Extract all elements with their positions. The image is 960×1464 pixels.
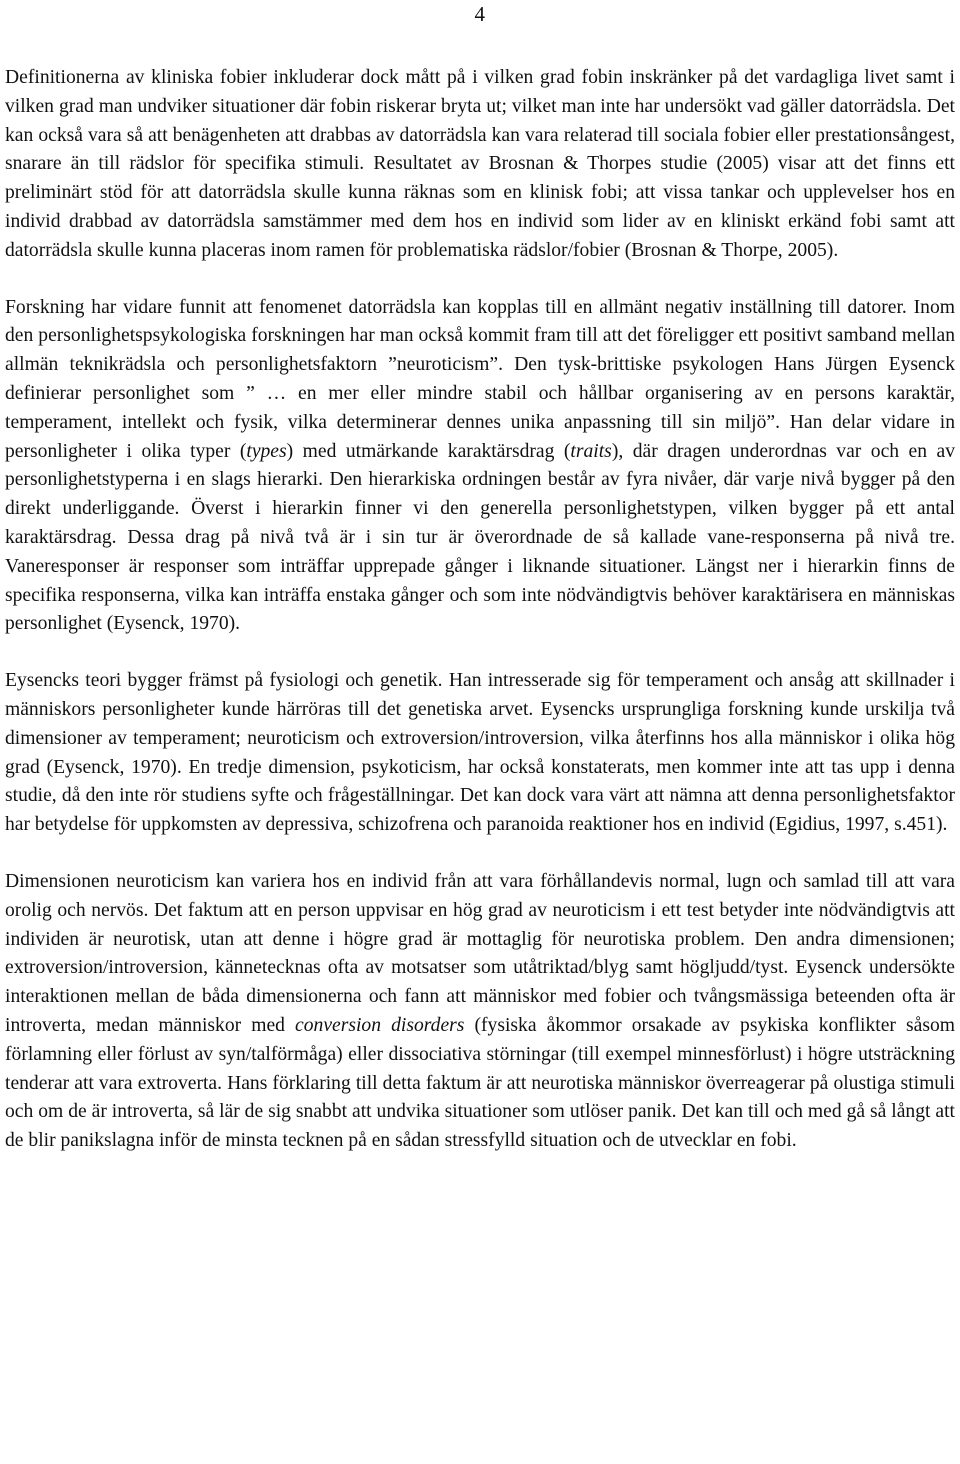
paragraph-text: Definitionerna av kliniska fobier inkluderar dock mått på i vilken grad fobin inskränker på det vardagliga livet samt i vilken grad man undviker situationer där fobin riskerar bryta ut; vilket man inte har undersökt vad gäller datorrädsla. Det kan också vara så att benägenheten att drabbas av datorrädsla kan vara relaterad till sociala fobier eller prestationsångest, snarare än till rädslor för specifika stimuli. Resultatet av Brosnan & Thorpes studie (2005) visar att det finns ett preliminärt stöd för att datorrädsla skulle kunna räknas som en klinisk fobi; att vissa tankar och upplevelser hos en individ drabbad av datorrädsla samstämmer med dem hos en individ som lider av en kliniskt erkänd fobi samt att datorrädsla skulle kunna placeras inom ramen för problematiska rädslor/fobier (Brosnan & Thorpe, 2005). bbox=[5, 67, 955, 261]
paragraph-4 bbox=[5, 868, 955, 1156]
paragraph-text: Dimensionen neuroticism kan variera hos en individ från att vara förhållandevis normal, lugn och samlad till att vara orolig och nervös. Det faktum att en person uppvisar en hög grad av neuroticism i ett test betyder inte nödvändigtvis att individen är neurotisk, utan att denne i högre grad är mottaglig för neurotiska problem. Den andra dimensionen; extroversion/introversion, kännetecknas ofta av motsatser som utåtriktad/blyg samt högljudd/tyst. Eysenck undersökte interaktionen mellan de båda dimensionerna och fann att människor med fobier och tvångsmässiga beteenden ofta är introverta, medan människor med bbox=[5, 870, 955, 1036]
italic-term-traits: traits bbox=[570, 440, 612, 462]
paragraph-text: Eysencks teori bygger främst på fysiologi och genetik. Han intresserade sig för temperament och ansåg att skillnader i människors personligheter kunde härröras till det genetiska arvet. Eysencks ursprungliga forskning kunde urskilja två dimensioner av temperament; neuroticism och extroversion/introversion, vilka återfinns hos alla människor i olika hög grad (Eysenck, 1970). En tredje dimension, psykoticism, har också konstaterats, men kommer inte att tas upp i denna studie, då den inte rör studiens syfte och frågeställningar. Det kan dock vara värt att nämna att denna personlighetsfaktor har betydelse för uppkomsten av depressiva, schizofrena och paranoida reaktioner hos en individ (Egidius, 1997, s.451). bbox=[5, 670, 955, 836]
paragraph-text: Forskning har vidare funnit att fenomenet datorrädsla kan kopplas till en allmänt negativ inställning till datorer. Inom den personlighetspsykologiska forskningen har man också kommit fram till att det föreligger ett positivt samband mellan allmän teknikrädsla och personlighetsfaktorn ”neuroticism”. Den tysk-brittiske psykologen Hans Jürgen Eysenck definierar personlighet som ” … en mer eller mindre stabil och hållbar organisering av en persons karaktär, temperament, intellekt och fysik, vilka determinerar dennes unika anpassning till sin miljö”. Han delar vidare in personligheter i olika typer ( bbox=[5, 296, 955, 462]
italic-term-types: types bbox=[246, 440, 287, 462]
paragraph-text: ), där dragen underordnas var och en av personlighetstyperna i en slags hierarki. Den hierarkiska ordningen består av fyra nivåer, där varje nivå bygger på den direkt underliggande. Överst i hierarkin finner vi den generella personlighetstypen, vilken bygger på ett antal karaktärsdrag. Dessa drag på nivå två är i sin tur är överordnade de så kallade vane-responserna på nivå tre. Vaneresponser är responser som inträffar upprepade gånger i liknande situationer. Längst ner i hierarkin finns de specifika responserna, vilka kan inträffa enstaka gånger och som inte nödvändigtvis behöver karaktärisera en människas personlighet (Eysenck, 1970). bbox=[5, 440, 956, 635]
paragraph-3 bbox=[5, 667, 955, 840]
italic-term-conversion-disorders: conversion disorders bbox=[295, 1014, 465, 1036]
paragraph-text: (fysiska åkommor orsakade av psykiska konflikter såsom förlamning eller förlust av syn/talförmåga) eller dissociativa störningar (till exempel minnesförlust) i högre utsträckning tenderar att vara extroverta. Hans förklaring till detta faktum är att neurotiska människor överreagerar på olustiga stimuli och om de är introverta, så lär de sig snabbt att undvika situationer som utlöser panik. Det kan till och med gå så långt att de blir panikslagna inför de minsta tecknen på en sådan stressfylld situation och de utvecklar en fobi. bbox=[5, 1014, 955, 1152]
page-number: 4 bbox=[474, 2, 485, 26]
paragraph-2 bbox=[5, 294, 955, 640]
document-body bbox=[5, 64, 955, 1156]
paragraph-1 bbox=[5, 64, 955, 266]
paragraph-text: ) med utmärkande karaktärsdrag ( bbox=[286, 440, 571, 462]
